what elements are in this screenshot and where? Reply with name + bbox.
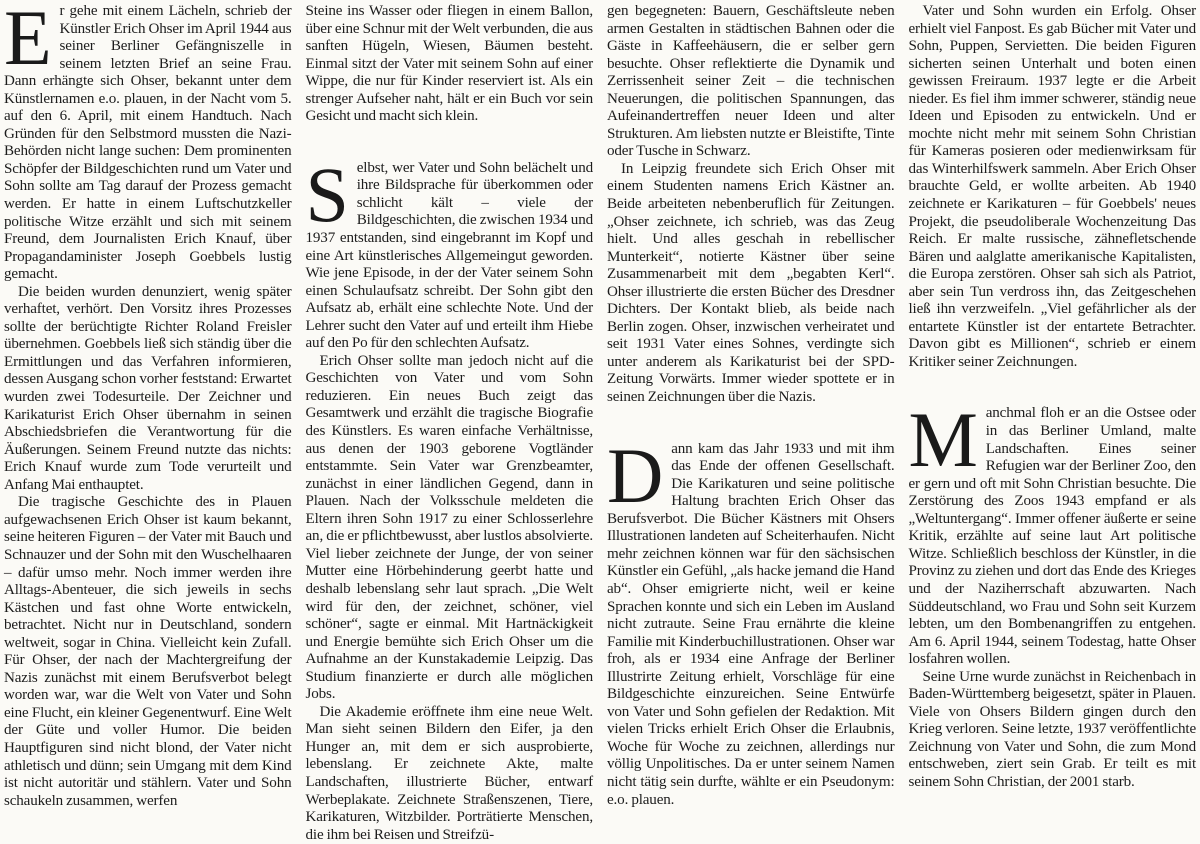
drop-cap: D (607, 431, 664, 519)
paragraph-text: ann kam das Jahr 1933 und mit ihm das Ende der offenen Gesellschaft. Die Karikaturen und seine politische Haltung brachten Erich Ohser das Berufsverbot. Die Bücher Kästners mit Ohsers Illustrationen landeten auf Scheiterhaufen. Nicht mehr zeichnen können war für den sächsischen Künstler ein Gefühl, „als hacke jemand die Hand ab“. Ohser emigrierte nicht, weil er keine Sprachen konnte und sich ein Leben im Ausland nicht zutraute. Seine Frau ernährte die kleine Familie mit Kinderbuchillustrationen. Ohser war froh, als er 1934 eine Anfrage der Berliner Illustrirte Zeitung erhielt, Vorschläge für eine Bildgeschichte einzureichen. Seine Entwürfe von Vater und Sohn gefielen der Redaktion. Mit vielen Tricks erhielt Erich Ohser die Erlaubnis, Woche für Woche zu zeichnen, allerdings nur völlig Unpolitisches. Da er unter seinem Namen nicht tätig sein durfte, wählte er ein Pseudonym: e.o. plauen. (607, 440, 895, 808)
paragraph-text: elbst, wer Vater und Sohn belächelt und ihre Bildsprache für überkommen oder schlicht kält – viele der Bildgeschichten, die zwischen 1934 und 1937 entstanden, sind eingebrannt im Kopf und eine Art künstlerisches Allgemeingut geworden. Wie jene Episode, in der der Vater seinem Sohn einen Schulaufsatz schreibt. Der Sohn gibt den Aufsatz ab, erhält eine schlechte Note. Und der Lehrer sucht den Vater auf und erteilt ihm Hiebe auf den Po für den schlechten Aufsatz. (305, 159, 593, 352)
paragraph (607, 431, 895, 809)
drop-cap: M (908, 396, 978, 484)
paragraph-text: anchmal floh er an die Ostsee oder in das Berliner Umland, malte Landschaften. Eines seiner Refugien war der Berliner Zoo, den er gern und oft mit Sohn Christian besuchte. Die Zerstörung des Zoos 1943 empfand er als „Weltuntergang“. Immer offener äußerte er seine Kritik, erzählte auf seine laut Art politische Witze. Schließlich beschloss der Künstler, in die Provinz zu ziehen und dort das Ende des Krieges und der Naziherrschaft abzuwarten. Nach Süddeutschland, wo Frau und Sohn seit Kurzem lebten, um den Bombenangriffen zu entgehen. Am 6. April 1944, seinem Todestag, hatte Ohser losfahren wollen. (908, 405, 1196, 668)
paragraph: Die tragische Geschichte des in Plauen aufgewachsenen Erich Ohser ist kaum bekannt, seine heiteren Figuren – der Vater mit Bauch und Schnauzer und der Sohn mit den Wuschelhaaren – dafür umso mehr. Noch immer werden ihre Alltags-Abenteuer, die sich jeweils in sechs Kästchen und fast ohne Worte entwickeln, betrachtet. Nicht nur in Deutschland, sondern weltweit, sogar in China. Vielleicht kein Zufall. Für Ohser, der nach der Machtergreifung der Nazis zunächst mit einem Berufsverbot belegt worden war, war die Welt von Vater und Sohn eine Flucht, ein kleiner Gegenentwurf. Eine Welt der Güte und voller Humor. Die beiden Hauptfiguren sind nicht blond, der Vater nicht athletisch und dünn; sein Umgang mit dem Kind ist nicht autoritär und stählern. Vater und Sohn schaukeln zusammen, werfen (4, 494, 292, 809)
paragraph-text: r gehe mit einem Lächeln, schrieb der Künstler Erich Ohser im April 1944 aus seiner Berliner Gefängniszelle in seinem letzten Brief an seine Frau. Dann erhängte sich Ohser, bekannt unter dem Künstlernamen e.o. plauen, in der Nacht vom 5. auf den 6. April, mit einem Handtuch. Nach Gründen für den Selbstmord mussten die Nazi-Behörden nicht lange suchen: Dem prominenten Schöpfer der Bildgeschichten rund um Vater und Sohn sollte am Tag darauf der Prozess gemacht werden. Er hatte in einem Luftschutzkeller politische Witze erzählt und sich mit seinem Freund, dem Journalisten Erich Knauf, über Propagandaminister Joseph Goebbels lustig gemacht. (4, 3, 292, 283)
paragraph: Erich Ohser sollte man jedoch nicht auf die Geschichten von Vater und vom Sohn reduzieren. Ein neues Buch zeigt das Gesamtwerk und erzählt die tragische Biografie des Künstlers. Es waren einfache Verhältnisse, aus denen der 1903 geborene Vogtländer entstammte. Sein Vater war Grenzbeamter, zunächst in einer ländlichen Gegend, dann in Plauen. Nach der Volksschule meldeten die Eltern ihren Sohn 1917 zu einer Schlosserlehre an, die er pflichtbewusst, aber lustlos absolvierte. Viel lieber zeichnete der Junge, der von seiner Mutter eine Hörbehinderung geerbt hatte und deshalb lebenslang sehr laut sprach. „Die Welt wird für den, der zeichnet, schöner, viel schöner“, sagte er einmal. Mit Hartnäckigkeit und Energie bemühte sich Erich Ohser um die Aufnahme an der Kunstakademie Leipzig. Das Studium finanzierte er durch alle möglichen Jobs. (305, 352, 593, 703)
paragraph (908, 396, 1197, 668)
paragraph: Seine Urne wurde zunächst in Reichenbach in Baden-Württemberg beigesetzt, später in Plauen. Viele von Ohsers Bildern gingen durch den Krieg verloren. Seine letzte, 1937 veröffentlichte Zeichnung von Vater und Sohn, die zum Mond entschweben, ziert sein Grab. Er teilt es mit seinem Sohn Christian, der 2001 starb. (908, 668, 1196, 790)
paragraph: Steine ins Wasser oder fliegen in einem Ballon, über eine Schnur mit der Welt verbunden, die aus sanften Hügeln, Wiesen, Bäumen besteht. Einmal sitzt der Vater mit seinem Sohn auf einer Wippe, die nur für Kinder reserviert ist. Als ein strenger Aufseher naht, hält er ein Buch vor sein Gesicht und macht sich klein. (305, 3, 593, 125)
paragraph: Die beiden wurden denunziert, wenig später verhaftet, verhört. Den Vorsitz ihres Prozesses sollte der berüchtigte Richter Roland Freisler übernehmen. Goebbels ließ sich ständig über die Ermittlungen und das Verfahren informieren, dessen Ausgang schon vorher feststand: Erwartet wurden zwei Todesurteile. Der Zeichner und Karikaturist Erich Ohser übernahm in seinen Abschiedsbriefen die Verantwortung für die Äußerungen. Seinem Freund nutzte das nichts: Erich Knauf wurde zum Tode verurteilt und Anfang Mai enthauptet. (4, 283, 292, 493)
column-1 (4, 0, 292, 826)
paragraph (4, 0, 292, 284)
paragraph: Die Akademie eröffnete ihm eine neue Welt. Man sieht seinen Bildern den Eifer, ja den Hunger an, mit dem er sich ausprobierte, lebenslang. Er zeichnete Akte, malte Landschaften, illustrierte Bücher, entwarf Werbeplakate. Zeichnete Straßenszenen, Tiere, Karikaturen, Witzbilder. Porträtierte Menschen, die ihm bei Reisen und Streifzü- (305, 703, 593, 843)
drop-cap: S (305, 150, 349, 238)
drop-cap: E (4, 0, 52, 81)
column-4 (909, 3, 1197, 826)
paragraph: gen begegneten: Bauern, Geschäftsleute neben armen Gestalten in städtischen Bahnen oder die Gäste in Kaffeehäusern, die er selber gern besuchte. Ohser reflektierte die Dynamik und Zerrissenheit seiner Zeit – die technischen Neuerungen, die politischen Spannungen, das Aufeinandertreffen neuer Ideen und alter Strukturen. Am liebsten nutzte er Bleistifte, Tinte oder Tusche in Schwarz. (607, 3, 895, 160)
column-2 (305, 3, 594, 843)
paragraph: In Leipzig freundete sich Erich Ohser mit einem Studenten namens Erich Kästner an. Beide arbeiteten nebenberuflich für Zeitungen. „Ohser zeichnete, ich schrieb, was das Zeug hielt. Und alles geschah in rebellischer Munterkeit“, notierte Kästner über seine Zusammenarbeit mit dem „begabten Kerl“. Ohser illustrierte die ersten Bücher des Dresdner Dichters. Der Kontakt blieb, als beide nach Berlin zogen. Ohser, inzwischen verheiratet und seit 1931 Vater eines Sohnes, verdingte sich unter anderem als Karikaturist bei der SPD-Zeitung Vorwärts. Immer wieder spottete er in seinen Zeichnungen über die Nazis. (607, 160, 895, 406)
paragraph: Vater und Sohn wurden ein Erfolg. Ohser erhielt viel Fanpost. Es gab Bücher mit Vater und Sohn, Puppen, Servietten. Die beiden Figuren sicherten seinen Unterhalt und boten einen gewissen Freiraum. 1937 legte er die Arbeit nieder. Es fiel ihm immer schwerer, ständig neue Ideen und Episoden zu entwickeln. Und er mochte nicht mehr mit seinem Sohn Christian für Kameras posieren oder medienwirksam für das Winterhilfswerk sammeln. Aber Erich Ohser brauchte Geld, er wollte arbeiten. Ab 1940 zeichnete er Karikaturen – für Goebbels' neues Projekt, die pseudoliberale Wochenzeitung Das Reich. Er malte russische, zähnefletschende Bären und aalglatte amerikanische Kapitalisten, die Europa zerstören. Ohser sah sich als Patriot, aber sein Tun verdross ihn, das Zeitgeschehen ließ ihn verzweifeln. „Viel gefährlicher als der entartete Künstler ist der entartete Betrachter. Davon gibt es Millionen“, schrieb er einem Kritiker seiner Zeichnungen. (908, 3, 1196, 370)
column-3 (607, 3, 895, 826)
paragraph (305, 150, 594, 353)
